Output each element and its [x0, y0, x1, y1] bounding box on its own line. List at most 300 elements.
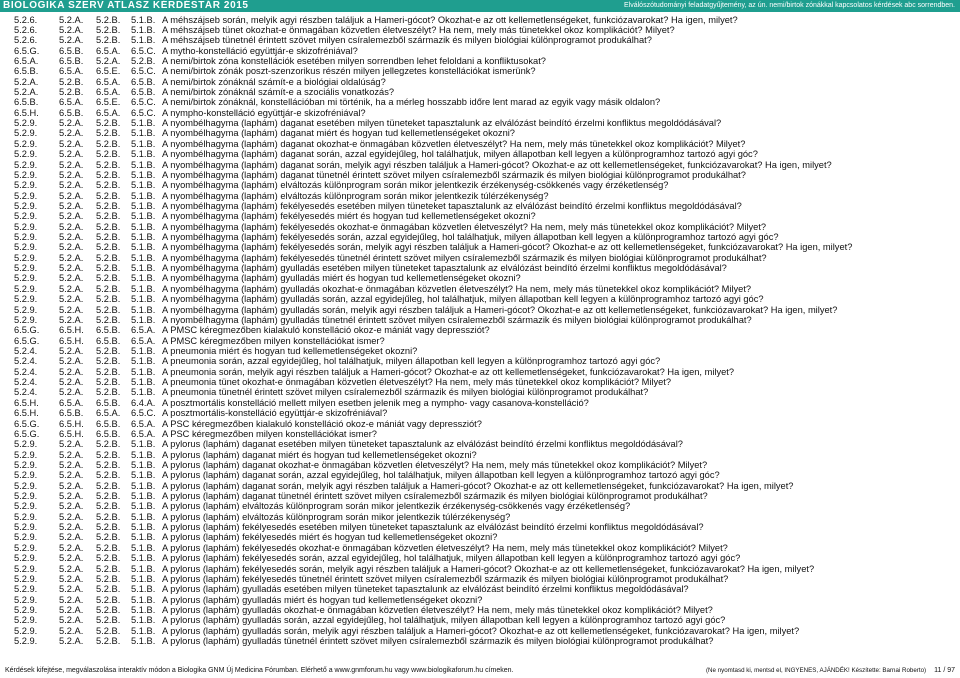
code-2: 5.2.A.	[59, 35, 84, 46]
code-1: 5.2.9.	[14, 180, 38, 191]
code-4: 5.1.B.	[131, 314, 156, 325]
code-4: 6.5.B.	[131, 87, 156, 98]
code-3: 5.2.B.	[96, 511, 121, 522]
code-4: 5.1.B.	[131, 294, 156, 305]
code-1: 5.2.9.	[14, 211, 38, 222]
question-text: A nyombélhagyma (laphám) daganat esetében milyen tüneteket tapasztalunk az elválózást beindító érzelmi konfliktus megoldódásával?	[162, 118, 722, 129]
code-3: 5.2.A.	[96, 55, 121, 66]
question-text: A posztmortális konstelláció mellett milyen esetben jelenik meg a nympho- vagy casanova-konstelláció?	[162, 397, 589, 408]
code-4: 5.1.B.	[131, 263, 156, 274]
question-row	[0, 429, 960, 439]
code-2: 5.2.A.	[59, 221, 84, 232]
code-2: 5.2.A.	[59, 377, 84, 388]
question-text: A pylorus (laphám) gyulladás tünetnél érintett szövet milyen csíralemezből származik és milyen biológiai különprogramot produkálhat?	[162, 636, 714, 647]
code-4: 6.4.A.	[131, 397, 156, 408]
question-row	[0, 170, 960, 180]
code-1: 5.2.9.	[14, 263, 38, 274]
code-2: 5.2.A.	[59, 128, 84, 139]
code-2: 5.2.B.	[59, 87, 84, 98]
code-1: 5.2.9.	[14, 532, 38, 543]
code-4: 5.1.B.	[131, 636, 156, 647]
question-text: A nyombélhagyma (laphám) elváltozás különprogram során mikor jelentkezik túlérzékenység?	[162, 190, 549, 201]
question-row	[0, 615, 960, 625]
code-4: 5.1.B.	[131, 283, 156, 294]
code-1: 5.2.4.	[14, 387, 38, 398]
code-1: 5.2.9.	[14, 439, 38, 450]
question-text: A pylorus (laphám) daganat tünetnél érintett szövet milyen csíralemezből származik és milyen biológiai különprogramot produkálhat?	[162, 491, 708, 502]
code-1: 5.2.9.	[14, 459, 38, 470]
question-row	[0, 460, 960, 470]
code-2: 5.2.A.	[59, 636, 84, 647]
question-row	[0, 636, 960, 646]
code-2: 5.2.A.	[59, 304, 84, 315]
question-row	[0, 605, 960, 615]
code-3: 5.2.B.	[96, 532, 121, 543]
question-text: A pylorus (laphám) gyulladás miért és hogyan tud kellemetlenségeket okozni?	[162, 594, 483, 605]
question-row	[0, 160, 960, 170]
question-row	[0, 97, 960, 107]
code-1: 5.2.9.	[14, 604, 38, 615]
code-2: 5.2.A.	[59, 24, 84, 35]
question-text: A pylorus (laphám) daganat miért és hogyan tud kellemetlenségeket okozni?	[162, 449, 477, 460]
code-4: 6.5.C.	[131, 408, 156, 419]
code-1: 5.2.9.	[14, 294, 38, 305]
code-4: 5.1.B.	[131, 584, 156, 595]
question-text: A nemi/birtok zónák poszt-szenzorikus részén milyen jellegzetes konstellációkat ismerünk?	[162, 66, 536, 77]
code-2: 5.2.A.	[59, 522, 84, 533]
code-3: 6.5.A.	[96, 107, 121, 118]
question-text: A pneumonia során, azzal egyidejűleg, hol találhatjuk, milyen állapotban kell legyen a különprogramhoz tartozó agyi góc?	[162, 356, 661, 367]
question-row	[0, 46, 960, 56]
code-2: 5.2.A.	[59, 625, 84, 636]
code-2: 5.2.A.	[59, 449, 84, 460]
code-3: 6.5.A.	[96, 76, 121, 87]
code-1: 6.5.G.	[14, 45, 40, 56]
code-3: 5.2.B.	[96, 459, 121, 470]
code-4: 5.1.B.	[131, 200, 156, 211]
code-1: 5.2.4.	[14, 377, 38, 388]
code-3: 6.5.B.	[96, 397, 121, 408]
question-row	[0, 35, 960, 45]
code-1: 5.2.9.	[14, 252, 38, 263]
code-1: 5.2.9.	[14, 149, 38, 160]
code-4: 5.1.B.	[131, 118, 156, 129]
question-row	[0, 356, 960, 366]
question-row	[0, 367, 960, 377]
code-2: 5.2.A.	[59, 615, 84, 626]
question-row	[0, 211, 960, 221]
code-4: 5.1.B.	[131, 522, 156, 533]
code-3: 5.2.B.	[96, 159, 121, 170]
code-2: 5.2.A.	[59, 273, 84, 284]
question-text: A nyombélhagyma (laphám) fekélyesedés tünetnél érintett szövet milyen csíralemezből származik és milyen biológiai különprogramot produkálhat?	[162, 252, 767, 263]
code-2: 5.2.A.	[59, 594, 84, 605]
footer-note: (Ne nyomtasd ki, mentsd el, INGYENES, AJÁNDÉK! Készítette: Barnai Roberto)	[706, 667, 927, 674]
code-4: 5.1.B.	[131, 232, 156, 243]
code-4: 5.1.B.	[131, 480, 156, 491]
code-1: 5.2.A.	[14, 76, 39, 87]
code-2: 5.2.A.	[59, 169, 84, 180]
code-1: 5.2.9.	[14, 314, 38, 325]
code-3: 5.2.B.	[96, 594, 121, 605]
code-3: 5.2.B.	[96, 356, 121, 367]
question-row	[0, 315, 960, 325]
question-row	[0, 419, 960, 429]
question-row	[0, 553, 960, 563]
code-3: 6.5.E.	[96, 66, 121, 77]
question-row	[0, 66, 960, 76]
code-3: 5.2.B.	[96, 232, 121, 243]
code-1: 6.5.G.	[14, 428, 40, 439]
code-3: 5.2.B.	[96, 573, 121, 584]
code-3: 5.2.B.	[96, 636, 121, 647]
code-4: 5.1.B.	[131, 439, 156, 450]
code-1: 5.2.9.	[14, 169, 38, 180]
code-2: 5.2.A.	[59, 532, 84, 543]
question-text: A nyombélhagyma (laphám) gyulladás tünetnél érintett szövet milyen csíralemezből származik és milyen biológiai különprogramot produkálhat?	[162, 314, 752, 325]
code-4: 6.5.C.	[131, 97, 156, 108]
question-row	[0, 222, 960, 232]
question-row	[0, 56, 960, 66]
document-subtitle: Elválószótudományi feladatgyűjtemény, az ún. nemi/birtok zónákkal kapcsolatos kérdések abc sorrendben.	[624, 2, 955, 9]
code-4: 5.1.B.	[131, 491, 156, 502]
code-1: 5.2.9.	[14, 615, 38, 626]
question-text: A nyombélhagyma (laphám) gyulladás során, melyik agyi részben találjuk a Hameri-gócot? Okozhat-e az ott kellemetlenségeket, funkciózavarokat? Ha igen, milyet?	[162, 304, 838, 315]
code-3: 5.2.B.	[96, 169, 121, 180]
code-1: 5.2.9.	[14, 221, 38, 232]
code-2: 6.5.A.	[59, 97, 84, 108]
code-4: 6.5.C.	[131, 107, 156, 118]
code-2: 5.2.A.	[59, 356, 84, 367]
code-2: 5.2.A.	[59, 439, 84, 450]
code-2: 5.2.A.	[59, 200, 84, 211]
question-text: A nyombélhagyma (laphám) fekélyesedés miért és hogyan tud kellemetlenségeket okozni?	[162, 211, 536, 222]
code-1: 5.2.A.	[14, 87, 39, 98]
question-row	[0, 128, 960, 138]
code-1: 6.5.G.	[14, 418, 40, 429]
code-4: 5.1.B.	[131, 377, 156, 388]
question-text: A nemi/birtok zónáknál számít-e a szociális vonatkozás?	[162, 87, 395, 98]
code-3: 5.2.B.	[96, 304, 121, 315]
code-3: 5.2.B.	[96, 480, 121, 491]
code-3: 5.2.B.	[96, 138, 121, 149]
code-4: 6.5.C.	[131, 45, 156, 56]
question-row	[0, 15, 960, 25]
code-3: 5.2.B.	[96, 615, 121, 626]
code-2: 5.2.A.	[59, 459, 84, 470]
question-text: A pylorus (laphám) fekélyesedés esetében milyen tüneteket tapasztalunk az elválózást beindító érzelmi konfliktus megoldódásával?	[162, 522, 704, 533]
code-1: 5.2.4.	[14, 356, 38, 367]
code-3: 5.2.B.	[96, 14, 121, 25]
code-3: 6.5.B.	[96, 428, 121, 439]
code-2: 5.2.A.	[59, 563, 84, 574]
code-4: 5.1.B.	[131, 470, 156, 481]
code-4: 6.5.A.	[131, 325, 156, 336]
code-4: 5.1.B.	[131, 604, 156, 615]
code-2: 5.2.A.	[59, 294, 84, 305]
code-4: 5.1.B.	[131, 615, 156, 626]
question-text: A pylorus (laphám) elváltozás különprogram során mikor jelentkezik túlérzékenység?	[162, 511, 511, 522]
code-3: 6.5.B.	[96, 335, 121, 346]
code-2: 6.5.B.	[59, 45, 84, 56]
code-2: 5.2.A.	[59, 180, 84, 191]
question-text: A pylorus (laphám) fekélyesedés tünetnél érintett szövet milyen csíralemezből származik és milyen biológiai különprogramot produkálhat?	[162, 573, 729, 584]
question-text: A PMSC kéregmezőben kialakuló konstelláció okoz-e mániát vagy depressziót?	[162, 325, 490, 336]
code-4: 5.1.B.	[131, 14, 156, 25]
code-4: 5.1.B.	[131, 511, 156, 522]
code-1: 5.2.9.	[14, 138, 38, 149]
code-3: 5.2.B.	[96, 242, 121, 253]
question-text: A pylorus (laphám) daganat során, azzal egyidejűleg, hol találhatjuk, milyen állapotban kell legyen a különprogramhoz tartozó agyi góc?	[162, 470, 720, 481]
page-header	[0, 0, 960, 12]
code-4: 5.1.B.	[131, 356, 156, 367]
code-2: 6.5.H.	[59, 428, 84, 439]
code-2: 6.5.H.	[59, 335, 84, 346]
code-2: 5.2.A.	[59, 138, 84, 149]
code-2: 5.2.A.	[59, 604, 84, 615]
question-row	[0, 77, 960, 87]
code-3: 6.5.E.	[96, 97, 121, 108]
code-4: 5.1.B.	[131, 573, 156, 584]
code-4: 5.1.B.	[131, 594, 156, 605]
code-3: 5.2.B.	[96, 314, 121, 325]
question-text: A nyombélhagyma (laphám) gyulladás okozhat-e önmagában közvetlen életveszélyt? Ha nem, mely más tünetekkel okoz komplikációt? Milyet?	[162, 283, 752, 294]
code-2: 5.2.A.	[59, 14, 84, 25]
question-text: A nyombélhagyma (laphám) fekélyesedés során, melyik agyi részben találjuk a Hameri-gócot? Okozhat-e az ott kellemetlenségeket, funkciózavarokat? Ha igen, milyet?	[162, 242, 853, 253]
code-4: 5.1.B.	[131, 542, 156, 553]
code-3: 5.2.B.	[96, 449, 121, 460]
code-3: 6.5.B.	[96, 325, 121, 336]
code-1: 5.2.6.	[14, 14, 38, 25]
code-2: 5.2.A.	[59, 511, 84, 522]
question-row	[0, 387, 960, 397]
code-4: 5.1.B.	[131, 563, 156, 574]
question-row	[0, 522, 960, 532]
code-2: 5.2.A.	[59, 283, 84, 294]
code-3: 5.2.B.	[96, 273, 121, 284]
question-row	[0, 284, 960, 294]
code-2: 6.5.H.	[59, 325, 84, 336]
question-text: A posztmortális-konstelláció együttjár-e skizofréniával?	[162, 408, 388, 419]
code-1: 6.5.H.	[14, 408, 39, 419]
question-row	[0, 512, 960, 522]
question-text: A pneumonia tünet okozhat-e önmagában közvetlen életveszélyt? Ha nem, mely más tünetekkel okoz komplikációt? Milyet?	[162, 377, 672, 388]
question-row	[0, 336, 960, 346]
code-4: 5.1.B.	[131, 449, 156, 460]
code-1: 5.2.9.	[14, 200, 38, 211]
code-4: 5.1.B.	[131, 128, 156, 139]
code-2: 5.2.A.	[59, 573, 84, 584]
code-2: 6.5.A.	[59, 66, 84, 77]
code-3: 5.2.B.	[96, 263, 121, 274]
code-1: 5.2.9.	[14, 594, 38, 605]
code-2: 6.5.H.	[59, 418, 84, 429]
question-text: A nyombélhagyma (laphám) elváltozás különprogram során mikor jelentkezik érzékenység-csökkenés vagy érzéketlenség?	[162, 180, 669, 191]
question-row	[0, 450, 960, 460]
code-1: 5.2.9.	[14, 190, 38, 201]
question-text: A pylorus (laphám) daganat során, melyik agyi részben találjuk a Hameri-gócot? Okozhat-e az ott kellemetlenségeket, funkciózavarokat? Ha igen, milyet?	[162, 480, 794, 491]
code-1: 5.2.9.	[14, 242, 38, 253]
code-1: 5.2.9.	[14, 304, 38, 315]
code-3: 5.2.B.	[96, 366, 121, 377]
code-4: 5.1.B.	[131, 149, 156, 160]
code-1: 5.2.9.	[14, 470, 38, 481]
code-4: 5.1.B.	[131, 190, 156, 201]
code-1: 5.2.9.	[14, 522, 38, 533]
code-1: 5.2.9.	[14, 501, 38, 512]
question-text: A pylorus (laphám) fekélyesedés során, melyik agyi részben találjuk a Hameri-gócot? Okozhat-e az ott kellemetlenségeket, funkciózavarokat? Ha igen, milyet?	[162, 563, 815, 574]
question-row	[0, 532, 960, 542]
code-3: 5.2.B.	[96, 24, 121, 35]
code-4: 5.1.B.	[131, 532, 156, 543]
question-text: A nyombélhagyma (laphám) daganat tünetnél érintett szövet milyen csíralemezből származik és milyen biológiai különprogramot produkálhat?	[162, 169, 746, 180]
question-row	[0, 377, 960, 387]
question-row	[0, 253, 960, 263]
question-row	[0, 564, 960, 574]
code-2: 6.5.B.	[59, 408, 84, 419]
code-3: 5.2.B.	[96, 522, 121, 533]
question-row	[0, 232, 960, 242]
code-1: 5.2.4.	[14, 366, 38, 377]
question-row	[0, 263, 960, 273]
code-1: 5.2.9.	[14, 511, 38, 522]
code-4: 5.1.B.	[131, 459, 156, 470]
code-2: 5.2.A.	[59, 491, 84, 502]
code-3: 5.2.B.	[96, 604, 121, 615]
code-2: 5.2.A.	[59, 366, 84, 377]
code-4: 5.1.B.	[131, 366, 156, 377]
code-3: 6.5.A.	[96, 87, 121, 98]
code-1: 5.2.4.	[14, 346, 38, 356]
question-row	[0, 626, 960, 636]
question-row	[0, 408, 960, 418]
question-row	[0, 180, 960, 190]
code-3: 5.2.B.	[96, 387, 121, 398]
code-1: 5.2.9.	[14, 118, 38, 129]
code-2: 5.2.A.	[59, 480, 84, 491]
question-text: A pylorus (laphám) gyulladás esetében milyen tüneteket tapasztalunk az elválózást beindító érzelmi konfliktus megoldódásával?	[162, 584, 689, 595]
code-4: 6.5.B.	[131, 76, 156, 87]
question-text: A PSC kéregmezőben milyen konstellációkat ismer?	[162, 428, 377, 439]
question-text: A méhszájseb tünet okozhat-e önmagában közvetlen életveszélyt? Ha nem, mely más tünetekkel okoz komplikációt? Milyet?	[162, 24, 675, 35]
code-3: 5.2.B.	[96, 563, 121, 574]
code-2: 5.2.A.	[59, 470, 84, 481]
code-2: 5.2.A.	[59, 501, 84, 512]
code-1: 6.5.G.	[14, 325, 40, 336]
question-text: A nyombélhagyma (laphám) daganat okozhat-e önmagában közvetlen életveszélyt? Ha nem, mely más tünetekkel okoz komplikációt? Milyet?	[162, 138, 746, 149]
question-text: A nemi/birtok zóna konstellációk esetében milyen sorrendben lehet feloldani a konfliktusokat?	[162, 55, 546, 66]
code-4: 6.5.A.	[131, 428, 156, 439]
code-4: 6.5.A.	[131, 335, 156, 346]
code-3: 6.5.A.	[96, 45, 121, 56]
code-3: 5.2.B.	[96, 584, 121, 595]
question-row	[0, 325, 960, 335]
question-row	[0, 574, 960, 584]
code-3: 5.2.B.	[96, 200, 121, 211]
code-3: 5.2.B.	[96, 346, 121, 356]
code-2: 5.2.A.	[59, 159, 84, 170]
code-1: 5.2.9.	[14, 636, 38, 647]
code-1: 5.2.9.	[14, 542, 38, 553]
code-3: 5.2.B.	[96, 252, 121, 263]
question-text: A nyombélhagyma (laphám) daganat során, azzal egyidejűleg, hol találhatjuk, milyen állapotban kell legyen a különprogramhoz tartozó agyi góc?	[162, 149, 758, 160]
question-row	[0, 108, 960, 118]
code-3: 5.2.B.	[96, 149, 121, 160]
code-2: 5.2.B.	[59, 76, 84, 87]
question-text: A pneumonia tünetnél érintett szövet milyen csíralemezből származik és milyen biológiai különprogramot produkálhat?	[162, 387, 649, 398]
question-text: A nyombélhagyma (laphám) gyulladás esetében milyen tüneteket tapasztalunk az elválózást beindító érzelmi konfliktus megoldódásával?	[162, 263, 727, 274]
question-text: A pylorus (laphám) daganat esetében milyen tüneteket tapasztalunk az elválózást beindító érzelmi konfliktus megoldódásával?	[162, 439, 683, 450]
question-text: A nemi/birtok zónáknál, konstellációban mi történik, ha a mérleg hosszabb időre lent marad az egyik vagy másik oldalon?	[162, 97, 661, 108]
question-row	[0, 191, 960, 201]
code-3: 5.2.B.	[96, 625, 121, 636]
code-2: 5.2.A.	[59, 118, 84, 129]
code-3: 5.2.B.	[96, 491, 121, 502]
code-4: 5.1.B.	[131, 625, 156, 636]
question-text: A PSC kéregmezőben kialakuló konstelláció okoz-e mániát vagy depressziót?	[162, 418, 482, 429]
code-4: 5.1.B.	[131, 24, 156, 35]
code-1: 5.2.6.	[14, 24, 38, 35]
code-3: 5.2.B.	[96, 283, 121, 294]
code-3: 5.2.B.	[96, 439, 121, 450]
question-list	[0, 15, 960, 649]
question-text: A nyombélhagyma (laphám) fekélyesedés során, azzal egyidejűleg, hol találhatjuk, milyen állapotban kell legyen a különprogramhoz tartozó agyi góc?	[162, 232, 779, 243]
code-1: 5.2.9.	[14, 283, 38, 294]
question-row	[0, 139, 960, 149]
code-1: 5.2.9.	[14, 128, 38, 139]
code-1: 5.2.9.	[14, 480, 38, 491]
question-text: A pylorus (laphám) daganat okozhat-e önmagában közvetlen életveszélyt? Ha nem, mely más tünetekkel okoz komplikációt? Milyet?	[162, 459, 708, 470]
question-text: A nyombélhagyma (laphám) fekélyesedés esetében milyen tüneteket tapasztalunk az elválózást beindító érzelmi konfliktus megoldódásával?	[162, 200, 742, 211]
question-row	[0, 584, 960, 594]
code-3: 5.2.B.	[96, 553, 121, 564]
code-3: 5.2.B.	[96, 501, 121, 512]
question-row	[0, 294, 960, 304]
code-3: 5.2.B.	[96, 294, 121, 305]
document-title: BIOLOGIKA SZERV ATLASZ KÉRDÉSTÁR 2015	[3, 0, 249, 11]
code-1: 6.5.B.	[14, 66, 39, 77]
question-row	[0, 439, 960, 449]
question-text: A mytho-konstelláció együttjár-e skizofréniával?	[162, 45, 358, 56]
code-4: 5.1.B.	[131, 252, 156, 263]
code-3: 5.2.B.	[96, 180, 121, 191]
code-1: 5.2.9.	[14, 232, 38, 243]
code-2: 5.2.A.	[59, 252, 84, 263]
code-3: 5.2.B.	[96, 377, 121, 388]
code-1: 5.2.9.	[14, 584, 38, 595]
code-2: 5.2.A.	[59, 387, 84, 398]
question-text: A pylorus (laphám) fekélyesedés miért és hogyan tud kellemetlenségeket okozni?	[162, 532, 498, 543]
code-1: 5.2.9.	[14, 491, 38, 502]
code-2: 5.2.A.	[59, 314, 84, 325]
code-4: 5.1.B.	[131, 501, 156, 512]
question-text: A nyombélhagyma (laphám) gyulladás során, azzal egyidejűleg, hol találhatjuk, milyen állapotban kell legyen a különprogramhoz tartozó agyi góc?	[162, 294, 764, 305]
code-1: 6.5.B.	[14, 97, 39, 108]
code-4: 5.1.B.	[131, 387, 156, 398]
code-4: 5.1.B.	[131, 304, 156, 315]
code-4: 5.1.B.	[131, 346, 156, 356]
question-row	[0, 118, 960, 128]
code-4: 5.1.B.	[131, 180, 156, 191]
code-1: 5.2.9.	[14, 563, 38, 574]
code-1: 5.2.9.	[14, 625, 38, 636]
question-row	[0, 470, 960, 480]
code-4: 5.1.B.	[131, 169, 156, 180]
question-row	[0, 201, 960, 211]
code-3: 5.2.B.	[96, 542, 121, 553]
footer-info: Kérdések kifejtése, megválaszolása interaktív módon a Biologika GNM Új Medicina Fórumban. Elérhető a www.gnmforum.hu vagy www.biologikaforum.hu címeken.	[5, 667, 514, 674]
code-2: 5.2.A.	[59, 584, 84, 595]
